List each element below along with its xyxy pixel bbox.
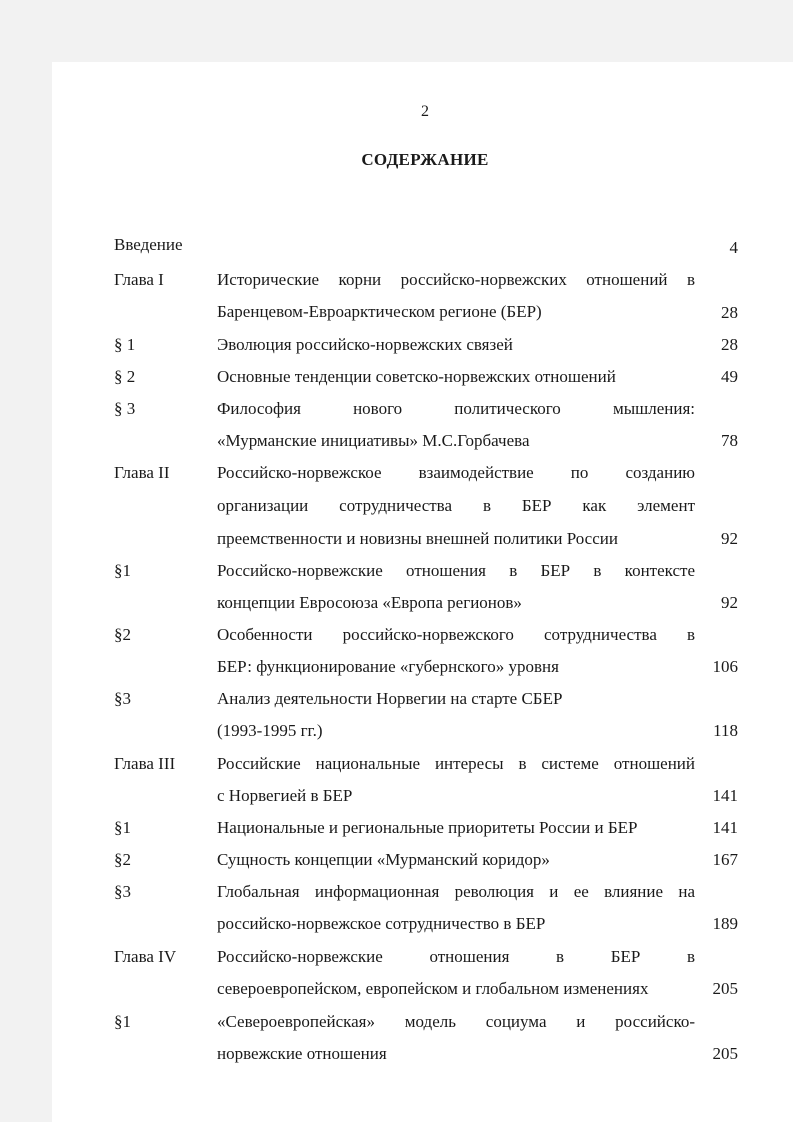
toc-ch2-s1-line2: концепции Евросоюза «Европа регионов» — [217, 593, 522, 612]
toc-ch3-s3-label: §3 — [114, 882, 131, 901]
toc-intro-label: Введение — [114, 235, 183, 254]
toc-ch2-s2-label: §2 — [114, 625, 131, 644]
toc-ch1-s3-label: § 3 — [114, 399, 136, 418]
toc-ch1-s2-label: § 2 — [114, 367, 136, 386]
toc-ch2-s2-line1: Особенности российско-норвежского сотрудничества в — [217, 625, 695, 644]
toc-ch2-s1-label: §1 — [114, 561, 131, 580]
toc-ch2-s1-line1: Российско-норвежские отношения в БЕР в контексте — [217, 561, 695, 580]
toc-ch3-s1-label: §1 — [114, 818, 131, 837]
toc-ch3-s2-line1: Сущность концепции «Мурманский коридор» — [217, 850, 550, 869]
toc-ch3-s3-line1: Глобальная информационная революция и ее влияние на — [217, 882, 695, 901]
toc-ch1-s1-line1: Эволюция российско-норвежских связей — [217, 335, 513, 354]
toc-ch3-s3-line2: российско-норвежское сотрудничество в БЕР — [217, 914, 546, 933]
toc-ch3-line1: Российские национальные интересы в системе отношений — [217, 754, 695, 773]
toc-ch3-page: 141 — [712, 786, 738, 805]
toc-ch1-label: Глава I — [114, 270, 164, 289]
toc-ch1-s1-page: 28 — [721, 335, 738, 354]
toc-ch4-s1-page: 205 — [712, 1044, 738, 1063]
toc-ch1-s2-page: 49 — [721, 367, 738, 386]
toc-ch4-line2: североевропейском, европейском и глобальном изменениях — [217, 979, 649, 998]
toc-ch1-s3-line2: «Мурманские инициативы» М.С.Горбачева — [217, 431, 530, 450]
toc-ch2-line2: организации сотрудничества в БЕР как элемент — [217, 496, 695, 515]
toc-ch4-line1: Российско-норвежские отношения в БЕР в — [217, 947, 695, 966]
toc-ch2-s3-line1: Анализ деятельности Норвегии на старте СБЕР — [217, 689, 563, 708]
toc-ch3-s3-page: 189 — [712, 914, 738, 933]
toc-ch1-page: 28 — [721, 303, 738, 322]
toc-ch1-s1-label: § 1 — [114, 335, 136, 354]
toc-ch3-line2: с Норвегией в БЕР — [217, 786, 353, 805]
toc-ch2-s2-page: 106 — [712, 657, 738, 676]
toc-ch1-s3-page: 78 — [721, 431, 738, 450]
toc-ch4-s1-label: §1 — [114, 1012, 131, 1031]
toc-ch3-s2-label: §2 — [114, 850, 131, 869]
toc-ch3-label: Глава III — [114, 754, 176, 773]
toc-ch2-page: 92 — [721, 529, 738, 548]
toc-ch1-line2: Баренцевом-Евроарктическом регионе (БЕР) — [217, 302, 542, 321]
toc-ch2-s3-page: 118 — [713, 721, 738, 740]
toc-ch1-s3-line1: Философия нового политического мышления: — [217, 399, 695, 418]
toc-ch1-line1: Исторические корни российско-норвежских отношений в — [217, 270, 695, 289]
toc-intro-page: 4 — [729, 238, 738, 257]
toc-ch4-s1-line1: «Североевропейская» модель социума и российско- — [217, 1012, 695, 1031]
page-number: 2 — [421, 103, 429, 120]
toc-ch3-s2-page: 167 — [712, 850, 738, 869]
page-title: СОДЕРЖАНИЕ — [361, 150, 489, 169]
toc-ch4-page: 205 — [712, 979, 738, 998]
toc-ch2-s3-label: §3 — [114, 689, 131, 708]
toc-ch2-s2-line2: БЕР: функционирование «губернского» уровня — [217, 657, 559, 676]
toc-ch3-s1-line1: Национальные и региональные приоритеты России и БЕР — [217, 818, 638, 837]
toc-ch4-s1-line2: норвежские отношения — [217, 1044, 387, 1063]
toc-ch2-label: Глава II — [114, 463, 170, 482]
toc-ch4-label: Глава IV — [114, 947, 177, 966]
toc-ch3-s1-page: 141 — [712, 818, 738, 837]
toc-ch2-line3: преемственности и новизны внешней политики России — [217, 529, 618, 548]
toc-ch2-s1-page: 92 — [721, 593, 738, 612]
toc-ch2-s3-line2: (1993-1995 гг.) — [217, 721, 323, 740]
toc-ch1-s2-line1: Основные тенденции советско-норвежских отношений — [217, 367, 616, 386]
toc-ch2-line1: Российско-норвежское взаимодействие по созданию — [217, 463, 695, 482]
